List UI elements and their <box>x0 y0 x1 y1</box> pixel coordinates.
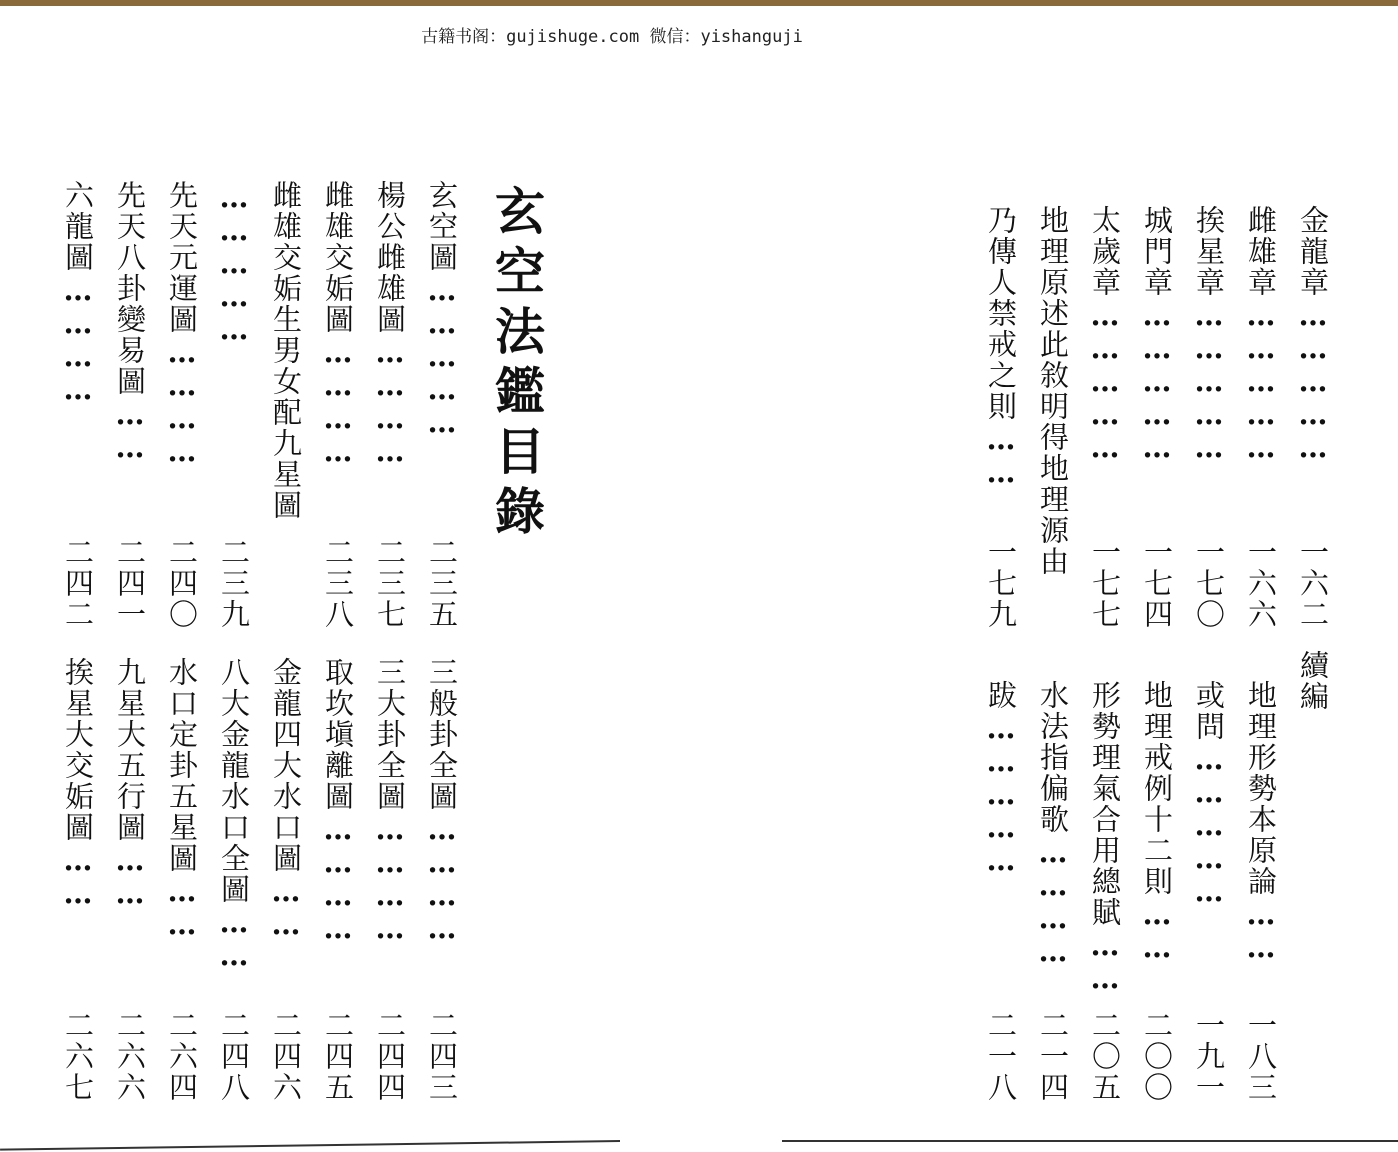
book-title: 玄空法鑑目錄 <box>487 185 546 545</box>
toc-page-number: 二四〇 <box>165 537 199 630</box>
toc-entry: 太歲章…………… <box>1088 205 1122 463</box>
toc-page-number: 二三七 <box>373 537 407 630</box>
toc-page-number: 二四四 <box>373 1010 407 1103</box>
toc-entry: 乃傳人禁戒之則…… <box>984 205 1018 488</box>
toc-entry: 跋…………… <box>984 680 1018 876</box>
toc-entry: 地理原述此敘明得地理源由 <box>1036 205 1070 577</box>
toc-page-number: 二〇五 <box>1088 1010 1122 1103</box>
toc-page-number: 二六六 <box>113 1010 147 1103</box>
toc-entry: 楊公雌雄圖………… <box>373 180 407 467</box>
watermark: 古籍书阁：gujishuge.com 微信：yishanguji <box>421 27 803 47</box>
toc-entry: 挨星大交姤圖…… <box>61 657 95 909</box>
toc-page-number: 二〇〇 <box>1140 1010 1174 1103</box>
toc-entry: 雌雄章…………… <box>1244 205 1278 463</box>
toc-page-number: 二三八 <box>321 537 355 630</box>
toc-entry: 金龍四大水口圖…… <box>269 657 303 940</box>
toc-entry: 地理戒例十二則…… <box>1140 680 1174 963</box>
toc-page-number: 二四三 <box>425 1010 459 1103</box>
toc-entry: 雌雄交姤生男女配九星圖 <box>269 180 303 521</box>
toc-entry: 城門章…………… <box>1140 205 1174 463</box>
toc-entry: 形勢理氣合用總賦…… <box>1088 680 1122 994</box>
toc-entry: 水口定卦五星圖…… <box>165 657 199 940</box>
toc-entry: 六龍圖………… <box>61 180 95 405</box>
page-edge-line <box>782 1140 1398 1142</box>
toc-entry: 取坎塡離圖………… <box>321 657 355 944</box>
toc-page-number: 二四八 <box>217 1010 251 1103</box>
toc-page-number: 二六四 <box>165 1010 199 1103</box>
toc-entry: 三大卦全圖………… <box>373 657 407 944</box>
toc-page-number: 一七〇 <box>1192 537 1226 630</box>
toc-page-number: 一七四 <box>1140 537 1174 630</box>
toc-page-number: 一七九 <box>984 537 1018 630</box>
toc-page-number: 一八三 <box>1244 1010 1278 1103</box>
toc-page-number: 一六二 <box>1296 537 1330 630</box>
toc-page-number: 二四一 <box>113 537 147 630</box>
toc-entry: 三般卦全圖………… <box>425 657 459 944</box>
top-border <box>0 0 1398 6</box>
toc-entry: 玄空圖…………… <box>425 180 459 438</box>
toc-page-number: 二三五 <box>425 537 459 630</box>
toc-entry: 九星大五行圖…… <box>113 657 147 909</box>
toc-page-number: 二四六 <box>269 1010 303 1103</box>
toc-page-number: 二一四 <box>1036 1010 1070 1103</box>
toc-entry: 或問…………… <box>1192 680 1226 907</box>
section-heading: 續編 <box>1296 650 1330 712</box>
toc-entry: 挨星章…………… <box>1192 205 1226 463</box>
toc-page-number: 二一八 <box>984 1010 1018 1103</box>
toc-entry: 雌雄交姤圖………… <box>321 180 355 467</box>
toc-page-number: 一六六 <box>1244 537 1278 630</box>
toc-entry: 先天元運圖………… <box>165 180 199 467</box>
toc-page-number: 二四二 <box>61 537 95 630</box>
toc-entry: 先天八卦變易圖…… <box>113 180 147 463</box>
toc-entry: 水法指偏歌………… <box>1036 680 1070 967</box>
toc-page-number: 二六七 <box>61 1010 95 1103</box>
toc-page-number: 一九一 <box>1192 1010 1226 1103</box>
toc-entry-continuation: …………… <box>217 180 251 345</box>
page-edge-line <box>0 1140 620 1151</box>
toc-entry: 地理形勢本原論…… <box>1244 680 1278 963</box>
toc-page-number: 二三九 <box>217 537 251 630</box>
toc-page-number: 一七七 <box>1088 537 1122 630</box>
toc-page-number: 二四五 <box>321 1010 355 1103</box>
toc-entry: 八大金龍水口全圖…… <box>217 657 251 971</box>
toc-entry: 金龍章…………… <box>1296 205 1330 463</box>
